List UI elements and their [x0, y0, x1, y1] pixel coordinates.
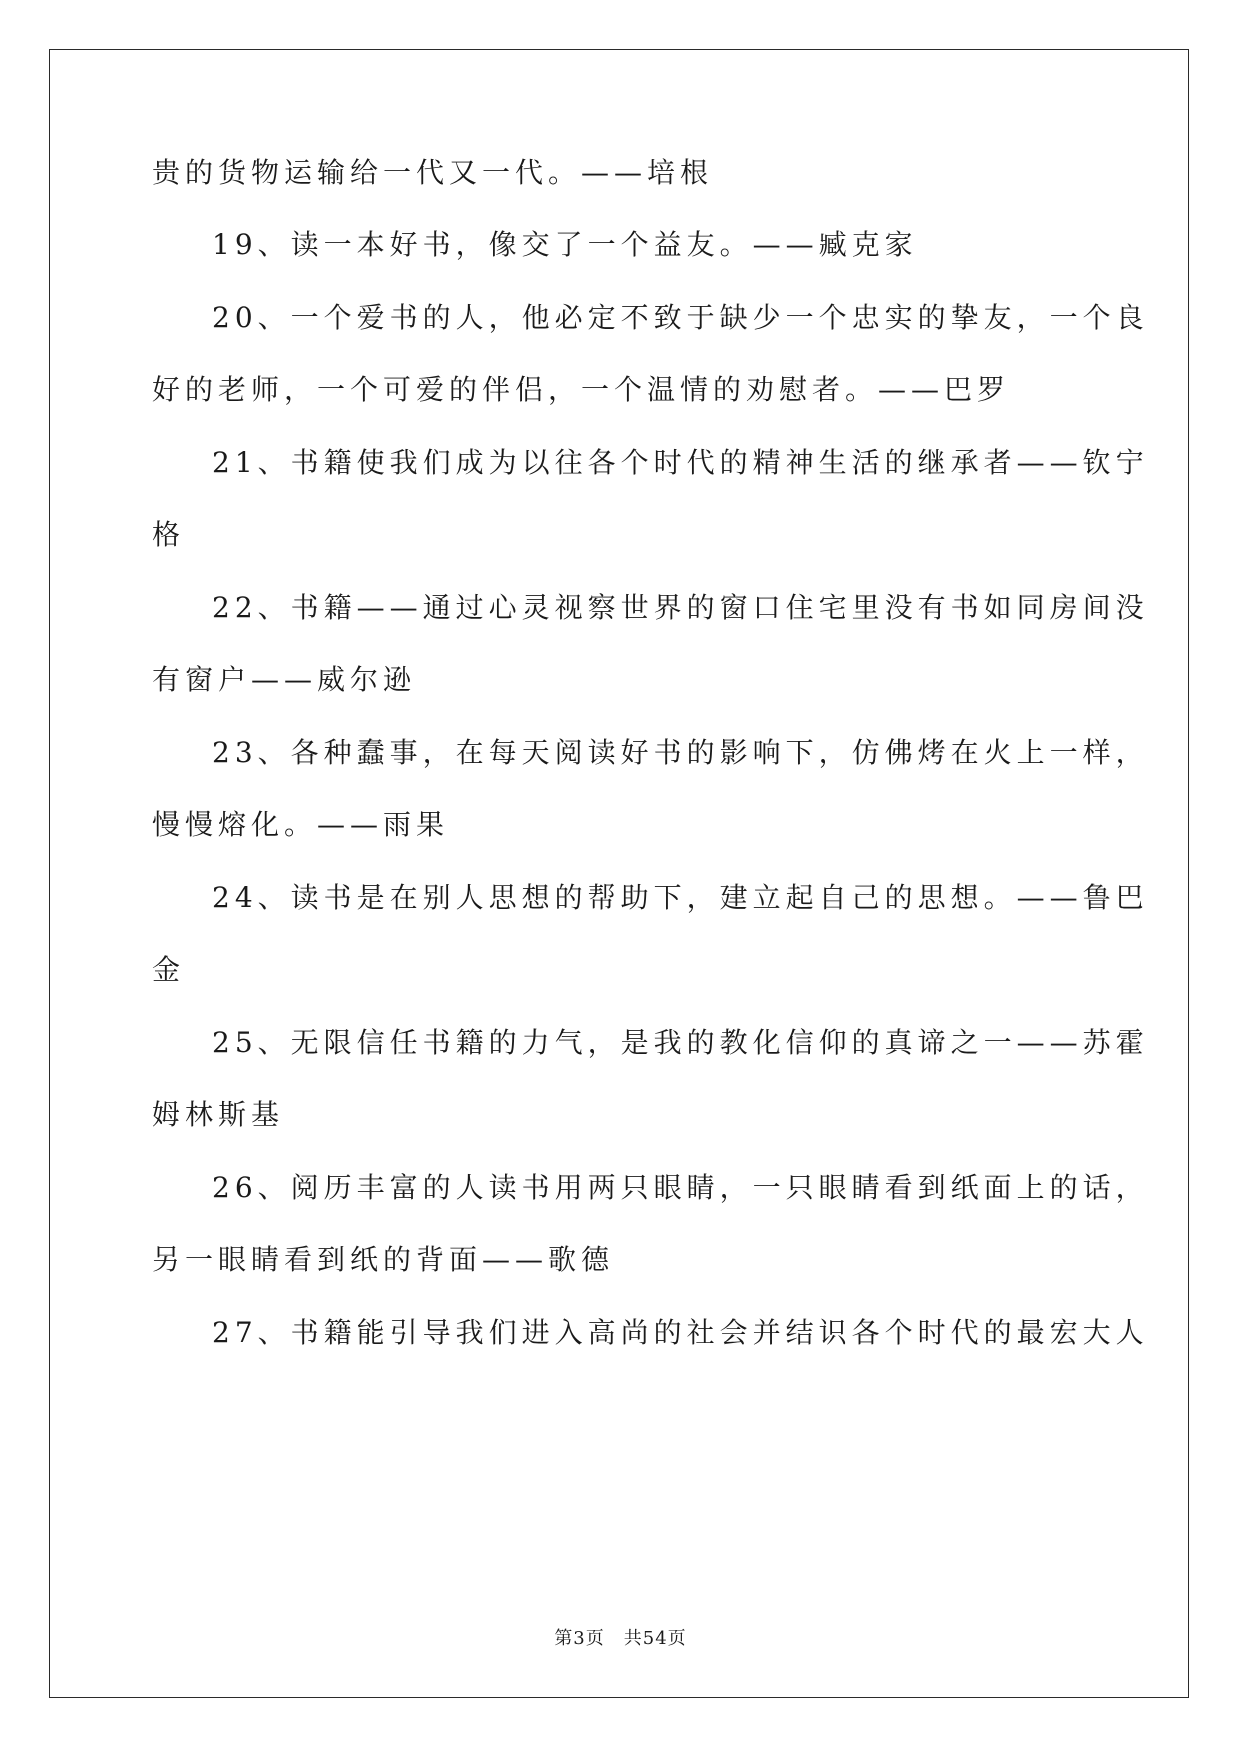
- text-line: 19、读一本好书，像交了一个益友。——臧克家: [212, 228, 918, 261]
- text-line: 贵的货物运输给一代又一代。——培根: [152, 156, 714, 189]
- text-line: 好的老师，一个可爱的伴侣，一个温情的劝慰者。——巴罗: [152, 373, 1011, 406]
- text-line: 27、书籍能引导我们进入高尚的社会并结识各个时代的最宏大人: [212, 1316, 1149, 1349]
- text-line: 格: [152, 518, 186, 551]
- page-number-footer: 第3页 共54页: [554, 1628, 687, 1649]
- text-line: 慢慢熔化。——雨果: [152, 808, 450, 841]
- text-line: 20、一个爱书的人，他必定不致于缺少一个忠实的挚友，一个良: [212, 301, 1149, 334]
- text-line: 24、读书是在别人思想的帮助下，建立起自己的思想。——鲁巴: [212, 881, 1149, 914]
- text-line: 姆林斯基: [152, 1098, 285, 1131]
- text-line: 金: [152, 953, 186, 986]
- text-line: 另一眼睛看到纸的背面——歌德: [152, 1243, 615, 1276]
- text-line: 26、阅历丰富的人读书用两只眼睛，一只眼睛看到纸面上的话，: [212, 1171, 1149, 1204]
- text-line: 有窗户——威尔逊: [152, 663, 417, 696]
- text-line: 22、书籍——通过心灵视察世界的窗口住宅里没有书如同房间没: [212, 591, 1149, 624]
- text-line: 25、无限信任书籍的力气，是我的教化信仰的真谛之一——苏霍: [212, 1026, 1149, 1059]
- text-line: 23、各种蠢事，在每天阅读好书的影响下，仿佛烤在火上一样，: [212, 736, 1149, 769]
- text-line: 21、书籍使我们成为以往各个时代的精神生活的继承者——钦宁: [212, 446, 1149, 479]
